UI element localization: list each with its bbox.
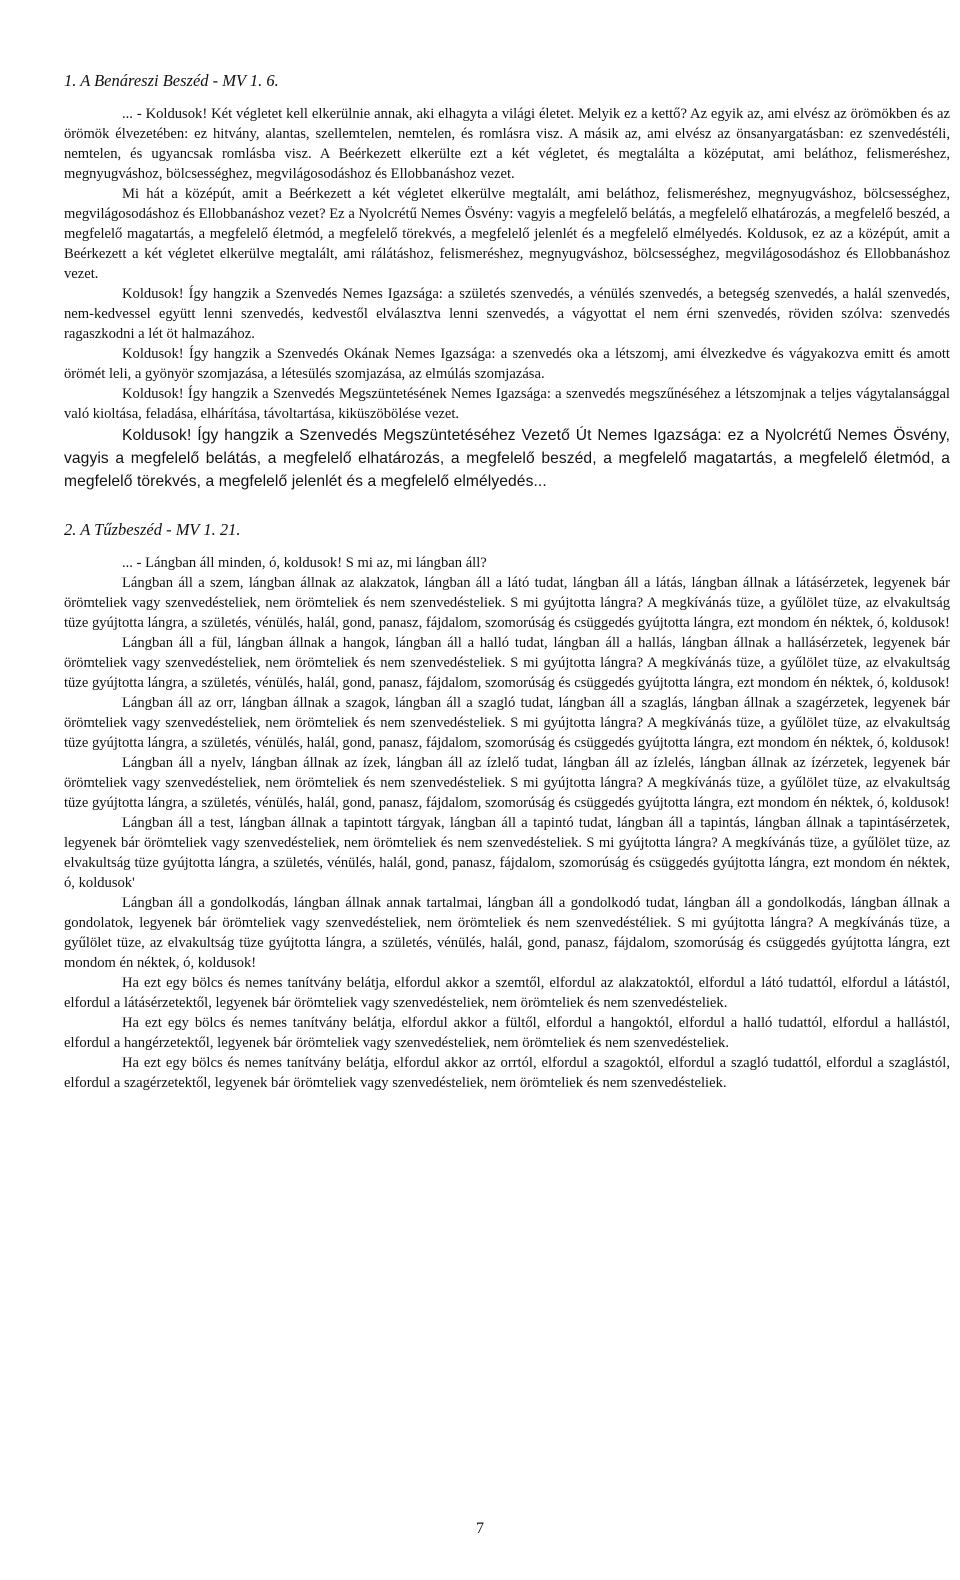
paragraph: Lángban áll a test, lángban állnak a tapintott tárgyak, lángban áll a tapintó tudat, lángban áll a tapintás, lángban állnak a tapintásérzetek, legyenek bár örömteliek vagy szenvedésteliek, nem örömteliek és nem szenvedésteliek. S mi gyújtotta lángra? A megkívánás tüze, a gyűlölet tüze, az elvakultság tüze gyújtotta lángra, a születés, vénülés, halál, gond, panasz, fájdalom, szomorúság és csüggedés gyújtotta lángra, ezt mondom én néktek, ó, koldusok' [64,815,950,891]
paragraph: Koldusok! Így hangzik a Szenvedés Nemes Igazsága: a születés szenvedés, a vénülés szenvedés, a betegség szenvedés, a halál szenvedés, nem-kedvessel együtt lenni szenvedés, kedvestől elválasztva lenni szenvedés, a vágyottat el nem érni szenvedés, röviden szólva: szenvedés ragaszkodni a lét öt halmazához. [64,286,950,342]
paragraph: Lángban áll a fül, lángban állnak a hangok, lángban áll a halló tudat, lángban áll a hallás, lángban állnak a hallásérzetek, legyenek bár örömteliek vagy szenvedésteliek, nem örömteliek és nem szenvedésteliek. S mi gyújtotta lángra? A megkívánás tüze, a gyűlölet tüze, az elvakultság tüze gyújtotta lángra, a születés, vénülés, halál, gond, panasz, fájdalom, szomorúság és csüggedés gyújtotta lángra, ezt mondom én néktek, ó, koldusok! [64,635,950,691]
paragraph: Koldusok! Így hangzik a Szenvedés Megszüntetésének Nemes Igazsága: a szenvedés megszűnéséhez a létszomjnak a teljes vágytalansággal való kioltása, feladása, elhárítása, távoltartása, kiküszöbölése vezet. [64,386,950,422]
paragraph: Lángban áll a gondolkodás, lángban állnak annak tartalmai, lángban áll a gondolkodó tudat, lángban áll a gondolkodás, lángban állnak a gondolatok, legyenek bár örömteliek vagy szenvedésteliek, nem örömteliek és nem szenvedéstéliek. S mi gyújtotta lángra? A megkívánás tüze, a gyűlölet tüze, az elvakultság tüze gyújtotta lángra, a születés, vénülés, halál, gond, panasz, fájdalom, szomorúság és csüggedés gyújtotta lángra, ezt mondom én néktek, ó, koldusok! [64,895,950,971]
section-1-title: 1. A Benáreszi Beszéd - MV 1. 6. [64,71,279,90]
section-1-body [64,104,950,493]
section-2-body [64,553,950,1093]
page-number: 7 [476,1520,484,1537]
paragraph: ... - Koldusok! Két végletet kell elkerülnie annak, aki elhagyta a világi életet. Melyik ez a kettő? Az egyik az, ami elvész az örömökben és az örömök élvezetében: ez hitvány, alantas, szellemtelen, nemtelen, és romlásra visz. A másik az, ami elvész az önsanyargatásban: ez szenvedéstéli, nemtelen, és ugyancsak romlásba visz. A Beérkezett elkerülte ezt a két végletet, és megtalálta a középutat, ami beláthoz, felismeréshez, megnyugváshoz, bölcsességhez, megvilágosodáshoz és Ellobbanáshoz vezet. [64,106,950,182]
paragraph: Ha ezt egy bölcs és nemes tanítvány belátja, elfordul akkor a szemtől, elfordul az alakzatoktól, elfordul a látó tudattól, elfordul a látástól, elfordul a látásérzetektől, legyenek bár örömteliek vagy szenvedésteliek, nem örömteliek és nem szenvedésteliek. [64,975,950,1011]
paragraph: Ha ezt egy bölcs és nemes tanítvány belátja, elfordul akkor a fültől, elfordul a hangoktól, elfordul a halló tudattól, elfordul a hallástól, elfordul a hangérzetektől, legyenek bár örömteliek vagy szenvedésteliek, nem örömteliek és nem szenvedésteliek. [64,1015,950,1051]
paragraph: ... - Lángban áll minden, ó, koldusok! S mi az, mi lángban áll? [122,555,487,571]
paragraph: Lángban áll a szem, lángban állnak az alakzatok, lángban áll a látó tudat, lángban áll a látás, lángban állnak a látásérzetek, legyenek bár örömteliek vagy szenvedésteliek, nem örömteliek és nem szenvedésteliek. S mi gyújtotta lángra? A megkívánás tüze, a gyűlölet tüze, az elvakultság tüze gyújtotta lángra, a születés, vénülés, halál, gond, panasz, fájdalom, szomorúság és csüggedés gyújtotta lángra, ezt mondom én néktek, ó, koldusok! [64,575,950,631]
paragraph: Ha ezt egy bölcs és nemes tanítvány belátja, elfordul akkor az orrtól, elfordul a szagoktól, elfordul a szagló tudattól, elfordul a szaglástól, elfordul a szagérzetektől, legyenek bár örömteliek vagy szenvedésteliek, nem örömteliek és nem szenvedésteliek. [64,1055,950,1091]
paragraph: Lángban áll az orr, lángban állnak a szagok, lángban áll a szagló tudat, lángban áll a szaglás, lángban állnak a szagérzetek, legyenek bár örömteliek vagy szenvedésteliek, nem örömteliek és nem szenvedésteliek. S mi gyújtotta lángra? A megkívánás tüze, a gyűlölet tüze, az elvakultság tüze gyújtotta lángra, a születés, vénülés, halál, gond, panasz, fájdalom, szomorúság és csüggedés gyújtotta lángra, ezt mondom én néktek, ó, koldusok! [64,695,950,751]
paragraph: Mi hát a középút, amit a Beérkezett a két végletet elkerülve megtalált, ami beláthoz, felismeréshez, megnyugváshoz, bölcsességhez, megvilágosodáshoz és Ellobbanáshoz vezet? Ez a Nyolcrétű Nemes Ösvény: vagyis a megfelelő belátás, a megfelelő elhatározás, a megfelelő beszéd, a megfelelő magatartás, a megfelelő életmód, a megfelelő törekvés, a megfelelő jelenlét és a megfelelő elmélyedés. Koldusok, ez az a középút, amit a Beérkezett a két végletet elkerülve megtalált, ami rálátáshoz, felismeréshez, megnyugváshoz, bölcsességhez, megvilágosodáshoz és Ellobbanáshoz vezet. [64,186,950,282]
paragraph: Lángban áll a nyelv, lángban állnak az ízek, lángban áll az ízlelő tudat, lángban áll az ízlelés, lángban állnak az ízérzetek, legyenek bár örömteliek vagy szenvedésteliek, nem örömteliek és nem szenvedésteliek. S mi gyújtotta lángra? A megkívánás tüze, a gyűlölet tüze, az elvakultság tüze gyújtotta lángra, a születés, vénülés, halál, gond, panasz, fájdalom, szomorúság és csüggedés gyújtotta lángra, ezt mondom én néktek, ó, koldusok! [64,755,950,811]
section-2-title: 2. A Tűzbeszéd - MV 1. 21. [64,520,241,539]
large-paragraph: Koldusok! Így hangzik a Szenvedés Megszüntetéséhez Vezető Út Nemes Igazsága: ez a Nyolcrétű Nemes Ösvény, vagyis a megfelelő belátás, a megfelelő elhatározás, a megfelelő beszéd, a megfelelő magatartás, a megfelelő életmód, a megfelelő törekvés, a megfelelő jelenlét és a megfelelő elmélyedés... [64,427,950,490]
document-page [64,70,950,1093]
paragraph: Koldusok! Így hangzik a Szenvedés Okának Nemes Igazsága: a szenvedés oka a létszomj, ami élvezkedve és vágyakozva emitt és amott örömét leli, a gyönyör szomjazása, a létesülés szomjazása, az elmúlás szomjazása. [64,346,950,382]
